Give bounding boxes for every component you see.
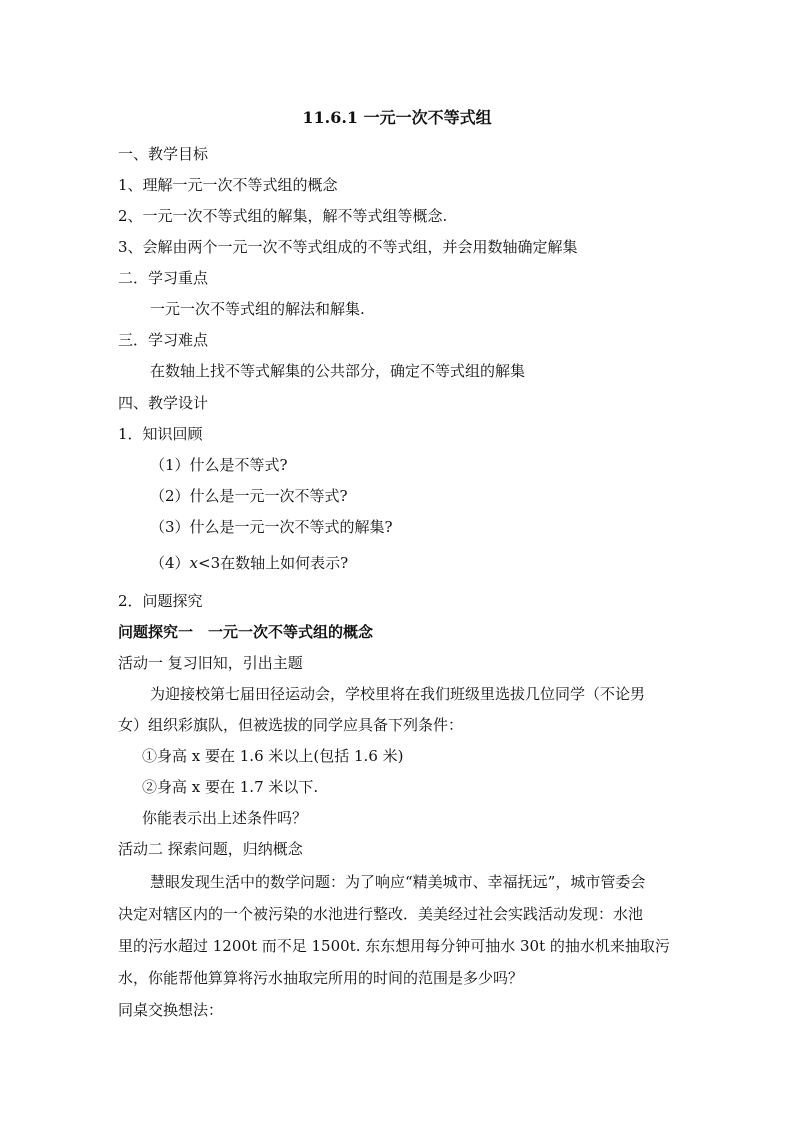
activity-2-heading: 活动二 探索问题，归纳概念 xyxy=(118,840,303,858)
review-question-2: （2）什么是一元一次不等式? xyxy=(150,487,348,505)
section-heading-goals: 一、教学目标 xyxy=(118,145,209,163)
activity-1-question: 你能表示出上述条件吗？ xyxy=(142,809,308,827)
question-4-rest: <3在数轴上如何表示? xyxy=(198,554,349,572)
section-heading-key-points: 二．学习重点 xyxy=(118,269,209,287)
question-4-prefix: （4） xyxy=(150,554,190,572)
activity-1-paragraph-line-2: 女）组织彩旗队，但被选拔的同学应具备下列条件： xyxy=(118,716,464,734)
condition-2: ②身高 x 要在 1.7 米以下. xyxy=(142,778,319,796)
question-4-variable: x xyxy=(189,554,199,572)
explore-heading: 2．问题探究 xyxy=(118,592,203,610)
activity-2-paragraph-line-3: 里的污水超过 1200t 而不足 1500t. 东东想用每分钟可抽水 30t 的抽水机来抽取污 xyxy=(118,937,670,955)
explore-1-heading: 问题探究一 一元一次不等式组的概念 xyxy=(118,623,374,641)
activity-2-paragraph-line-2: 决定对辖区内的一个被污染的水池进行整改．美美经过社会实践活动发现：水池 xyxy=(118,905,644,923)
difficulties-text: 在数轴上找不等式解集的公共部分，确定不等式组的解集 xyxy=(150,362,526,380)
review-question-4 xyxy=(150,553,348,573)
goal-item-3: 3、会解由两个一元一次不等式组成的不等式组，并会用数轴确定解集 xyxy=(118,238,578,256)
activity-1-heading: 活动一 复习旧知，引出主题 xyxy=(118,654,303,672)
activity-2-closing: 同桌交换想法： xyxy=(118,1001,224,1019)
review-heading: 1．知识回顾 xyxy=(118,425,203,443)
section-heading-difficulties: 三．学习难点 xyxy=(118,331,209,349)
activity-2-paragraph-line-4: 水，你能帮他算算将污水抽取完所用的时间的范围是多少吗？ xyxy=(118,969,524,987)
page-title: 11.6.1 一元一次不等式组 xyxy=(302,108,492,127)
goal-item-2: 2、一元一次不等式组的解集，解不等式组等概念. xyxy=(118,207,448,225)
review-question-1: （1）什么是不等式? xyxy=(150,456,288,474)
activity-1-paragraph-line-1: 为迎接校第七届田径运动会，学校里将在我们班级里选拔几位同学（不论男 xyxy=(150,685,646,703)
goal-item-1: 1、理解一元一次不等式组的概念 xyxy=(118,176,338,194)
review-question-3: （3）什么是一元一次不等式的解集? xyxy=(150,518,393,536)
section-heading-design: 四、教学设计 xyxy=(118,394,209,412)
condition-1: ①身高 x 要在 1.6 米以上(包括 1.6 米) xyxy=(142,747,404,765)
activity-2-paragraph-line-1: 慧眼发现生活中的数学问题：为了响应“精美城市、幸福抚远”，城市管委会 xyxy=(150,873,646,891)
key-points-text: 一元一次不等式组的解法和解集. xyxy=(150,300,365,318)
